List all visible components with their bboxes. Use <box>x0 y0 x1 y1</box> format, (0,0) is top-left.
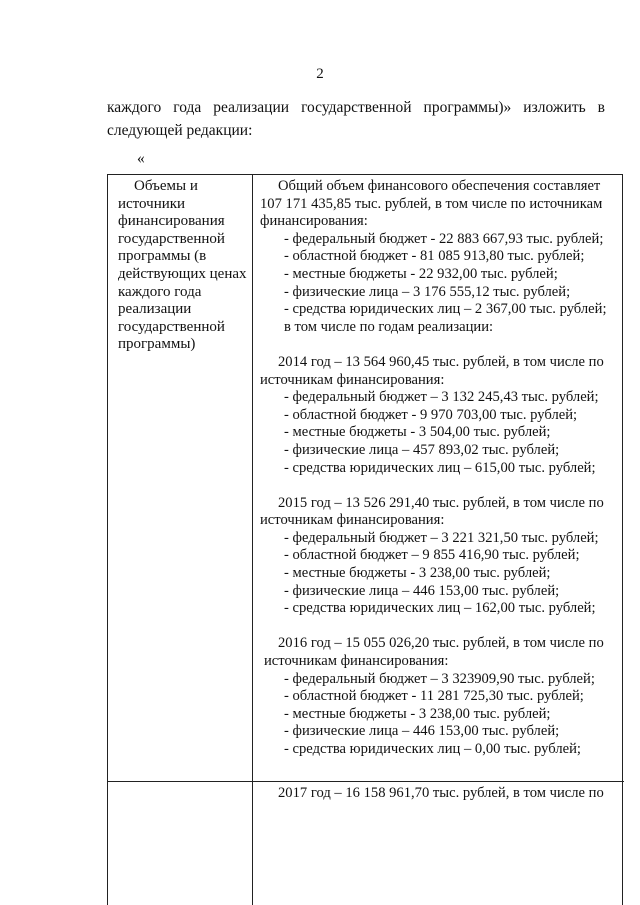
total-line: финансирования: <box>260 213 368 230</box>
column-divider <box>252 175 253 905</box>
intro-text-line-1: каждого года реализации государственной программы)» изложить в <box>107 99 605 116</box>
year-source-item: - федеральный бюджет – 3 132 245,43 тыс. рублей; <box>284 389 599 406</box>
year-source-item: - местные бюджеты - 3 238,00 тыс. рублей; <box>284 705 551 722</box>
year-subheading: источникам финансирования: <box>264 653 449 670</box>
total-source-item: - физические лица – 3 176 555,12 тыс. рублей; <box>284 283 571 300</box>
year-source-item: - федеральный бюджет – 3 221 321,50 тыс. рублей; <box>284 529 599 546</box>
row-label-line: программы (в <box>118 248 207 265</box>
year-heading: 2016 год – 15 055 026,20 тыс. рублей, в том числе по <box>278 635 604 652</box>
year-source-item: - средства юридических лиц – 0,00 тыс. рублей; <box>284 741 581 757</box>
row-label-line: реализации <box>118 301 192 318</box>
financing-table <box>107 174 623 905</box>
row-label-cell <box>118 178 248 354</box>
row-label-line: источники <box>118 195 186 212</box>
year-source-item: - местные бюджеты - 3 238,00 тыс. рублей; <box>284 565 551 582</box>
total-source-item: - федеральный бюджет - 22 883 667,93 тыс. рублей; <box>284 230 604 247</box>
year-subheading: источникам финансирования: <box>260 371 445 388</box>
year-source-item: - физические лица – 457 893,02 тыс. рублей; <box>284 441 560 458</box>
year-source-item: - физические лица – 446 153,00 тыс. рублей; <box>284 582 560 599</box>
row-label-line: программы) <box>118 336 196 353</box>
total-source-item: - областной бюджет - 81 085 913,80 тыс. рублей; <box>284 248 585 265</box>
row-label-line: государственной <box>118 230 225 247</box>
year-source-item: - местные бюджеты - 3 504,00 тыс. рублей; <box>284 424 551 441</box>
year-source-item: - средства юридических лиц – 615,00 тыс. рублей; <box>284 459 596 476</box>
year-source-item: - областной бюджет – 9 855 416,90 тыс. рублей; <box>284 547 580 564</box>
total-line: 107 171 435,85 тыс. рублей, в том числе по источникам <box>260 195 603 212</box>
year-source-item: - физические лица – 446 153,00 тыс. рублей; <box>284 723 560 740</box>
total-source-item: - средства юридических лиц – 2 367,00 тыс. рублей; <box>284 301 607 318</box>
page-number: 2 <box>316 66 324 82</box>
row-label-line: финансирования <box>118 213 225 230</box>
year-subheading: источникам финансирования: <box>260 512 445 529</box>
row-value-cell <box>260 178 618 802</box>
row-label-line: каждого года <box>118 283 202 300</box>
intro-text-line-2: следующей редакции: <box>107 122 253 139</box>
opening-quote: « <box>137 150 145 167</box>
row-label-line: Объемы и <box>134 178 198 194</box>
total-heading: Общий объем финансового обеспечения составляет <box>278 178 601 194</box>
year-source-item: - областной бюджет - 9 970 703,00 тыс. рублей; <box>284 406 578 423</box>
year-heading: 2014 год – 13 564 960,45 тыс. рублей, в том числе по <box>278 353 604 370</box>
year-heading: 2015 год – 13 526 291,40 тыс. рублей, в том числе по <box>278 494 604 511</box>
row-label-line: государственной <box>118 318 225 335</box>
year-heading: 2017 год – 16 158 961,70 тыс. рублей, в том числе по <box>278 784 604 801</box>
year-source-item: - средства юридических лиц – 162,00 тыс. рублей; <box>284 600 596 617</box>
row-label-line: действующих ценах <box>118 265 247 282</box>
year-source-item: - федеральный бюджет – 3 323909,90 тыс. рублей; <box>284 670 595 687</box>
by-year-label: в том числе по годам реализации: <box>284 318 494 335</box>
year-source-item: - областной бюджет - 11 281 725,30 тыс. рублей; <box>284 688 584 705</box>
total-source-item: - местные бюджеты - 22 932,00 тыс. рублей; <box>284 265 558 282</box>
